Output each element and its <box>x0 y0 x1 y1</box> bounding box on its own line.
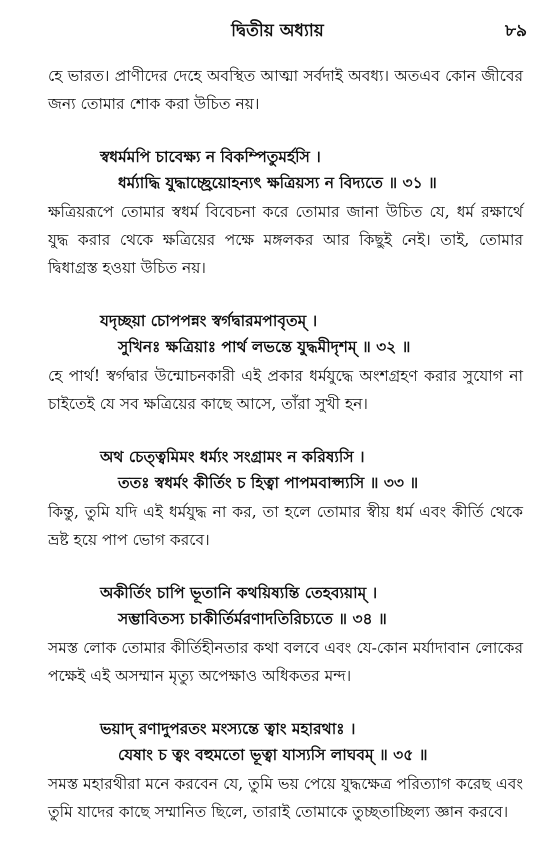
page-number: ৮৯ <box>504 21 527 41</box>
verse-block <box>48 308 523 418</box>
verse-line-1: অথ চেত্ত্বমিমং ধর্ম্যং সংগ্রামং ন করিষ্যসি । <box>100 447 365 466</box>
verse-line-2: সুখিনঃ ক্ষত্রিয়াঃ পার্থ লভন্তে যুদ্ধমীদৃশম্ ॥ ৩২ ॥ <box>118 337 411 356</box>
verse-translation: কিন্তু, তুমি যদি এই ধর্মযুদ্ধ না কর, তা হলে তোমার স্বীয় ধর্ম এবং কীর্তি থেকে ভ্রষ্ট হয়ে পাপ ভোগ করবে। <box>48 503 523 549</box>
verse-line-1: অকীর্তিং চাপি ভূতানি কথয়িষ্যন্তি তেহব্যয়াম্ । <box>100 583 378 602</box>
verse-line-1: যদৃচ্ছয়া চোপপন্নং স্বর্গদ্বারমপাবৃতম্ । <box>100 311 318 330</box>
verse-block <box>48 716 523 826</box>
page-header <box>0 14 555 44</box>
verse-translation: সমস্ত মহারথীরা মনে করবেন যে, তুমি ভয় পেয়ে যুদ্ধক্ষেত্র পরিত্যাগ করেছ এবং তুমি যাদের কাছে সম্মানিত ছিলে, তারাই তোমাকে তুচ্ছতাচ্ছিল্য জ্ঞান করবে। <box>48 775 523 821</box>
verse-block <box>48 580 523 690</box>
verse-line-2: ততঃ স্বধর্মং কীর্তিং চ হিত্বা পাপমবাপ্স্যসি ॥ ৩৩ ॥ <box>118 473 419 492</box>
verse-line-1: ভয়াদ্ রণাদুপরতং মংস্যন্তে ত্বাং মহারথাঃ । <box>100 719 356 738</box>
verse-line-2: যেষাং চ ত্বং বহুমতো ভূত্বা যাস্যসি লাঘবম্ ॥ ৩৫ ॥ <box>118 745 428 764</box>
verse-translation: হে পার্থ! স্বর্গদ্বার উন্মোচনকারী এই প্রকার ধর্মযুদ্ধে অংশগ্রহণ করার সুযোগ না চাইতেই যে সব ক্ষত্রিয়ের কাছে আসে, তাঁরা সুখী হন। <box>48 367 523 413</box>
page-body <box>48 62 523 826</box>
verse-translation: সমস্ত লোক তোমার কীর্তিহীনতার কথা বলবে এবং যে-কোন মর্যাদাবান লোকের পক্ষেই এই অসম্মান মৃত্যু অপেক্ষাও অধিকতর মন্দ। <box>48 639 523 685</box>
verse-line-2: ধর্ম্যাদ্ধি যুদ্ধাচ্ছ্রেয়োহন্যৎ ক্ষত্রিয়স্য ন বিদ্যতে ॥ ৩১ ॥ <box>118 173 437 192</box>
sanskrit-verse <box>48 308 523 360</box>
intro-paragraph: হে ভারত। প্রাণীদের দেহে অবস্থিত আত্মা সর্বদাই অবধ্য। অতএব কোন জীবের জন্য তোমার শোক করা উচিত নয়। <box>48 67 523 113</box>
verse-translation: ক্ষত্রিয়রূপে তোমার স্বধর্ম বিবেচনা করে তোমার জানা উচিত যে, ধর্ম রক্ষার্থে যুদ্ধ করার থেকে ক্ষত্রিয়ের পক্ষে মঙ্গলকর আর কিছুই নেই। তাই, তোমার দ্বিধাগ্রস্ত হওয়া উচিত নয়। <box>48 203 523 277</box>
sanskrit-verse <box>48 580 523 632</box>
verse-line-1: স্বধর্মমপি চাবেক্ষ্য ন বিকম্পিতুমর্হসি । <box>100 147 321 166</box>
chapter-title: দ্বিতীয় অধ্যায় <box>231 21 324 41</box>
verse-block <box>48 444 523 554</box>
verse-line-2: সম্ভাবিতস্য চাকীর্তির্মরণাদতিরিচ্যতে ॥ ৩৪ ॥ <box>118 609 387 628</box>
sanskrit-verse <box>48 444 523 496</box>
verse-block <box>48 144 523 282</box>
sanskrit-verse <box>48 144 523 196</box>
sanskrit-verse <box>48 716 523 768</box>
